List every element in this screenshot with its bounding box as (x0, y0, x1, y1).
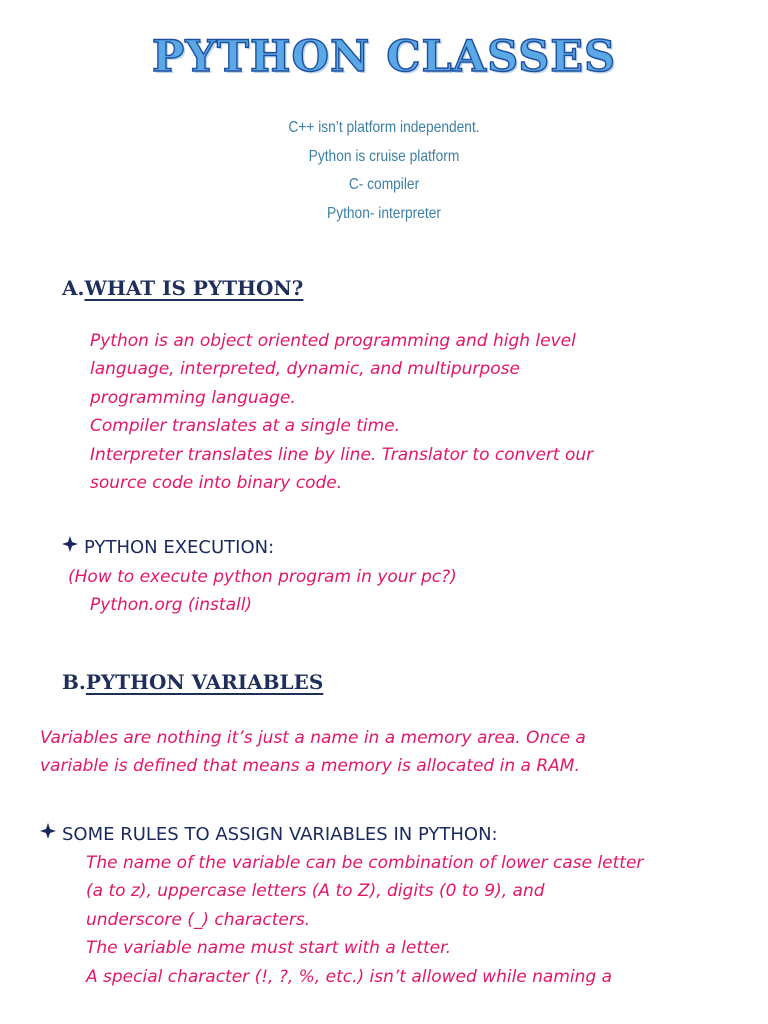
section-a-body (90, 327, 593, 497)
body-line: source code into binary code. (90, 473, 343, 494)
rules-body (86, 849, 643, 991)
section-b-body (40, 724, 586, 781)
body-line: Interpreter translates line by line. Translator to convert our (90, 444, 594, 465)
section-b-title: PYTHON VARIABLES (85, 670, 324, 694)
intro-notes (54, 114, 714, 228)
body-line: underscore (_) characters. (86, 909, 311, 930)
body-line: language, interpreted, dynamic, and multipurpose (90, 359, 520, 380)
body-line: Variables are nothing it’s just a name in a memory area. Once a (40, 728, 586, 748)
section-a-prefix: A. (62, 276, 85, 300)
diamond-bullet-icon (40, 823, 56, 839)
body-line: Python is an object oriented programming and high level (90, 331, 576, 351)
intro-line: Python is cruise platform (308, 147, 460, 165)
body-line: programming language. (90, 387, 296, 408)
body-line: Python.org (install) (90, 595, 253, 616)
execution-title: PYTHON EXECUTION: (84, 537, 275, 558)
rules-title: SOME RULES TO ASSIGN VARIABLES IN PYTHON: (62, 824, 498, 845)
page-title: PYTHON CLASSES (151, 32, 617, 82)
section-b-heading (62, 670, 323, 694)
body-line: Compiler translates at a single time. (90, 416, 401, 437)
section-b-prefix: B. (62, 670, 86, 694)
body-line: (How to execute python program in your pc?) (68, 567, 457, 587)
diamond-bullet-icon (62, 536, 78, 552)
section-a-title: WHAT IS PYTHON? (84, 276, 304, 300)
body-line: The variable name must start with a letter. (86, 938, 451, 959)
section-a-heading (62, 276, 303, 300)
intro-line: C++ isn’t platform independent. (288, 119, 480, 136)
body-line: A special character (!, ?, %, etc.) isn’t allowed while naming a (86, 966, 613, 987)
intro-line: C- compiler (348, 176, 420, 193)
execution-heading (62, 536, 274, 558)
execution-body (68, 563, 457, 620)
rules-heading (40, 823, 498, 845)
body-line: The name of the variable can be combination of lower case letter (86, 853, 644, 873)
body-line: (a to z), uppercase letters (A to Z), digits (0 to 9), and (86, 881, 545, 902)
intro-line: Python- interpreter (327, 204, 441, 222)
body-line: variable is defined that means a memory is allocated in a RAM. (40, 756, 580, 777)
